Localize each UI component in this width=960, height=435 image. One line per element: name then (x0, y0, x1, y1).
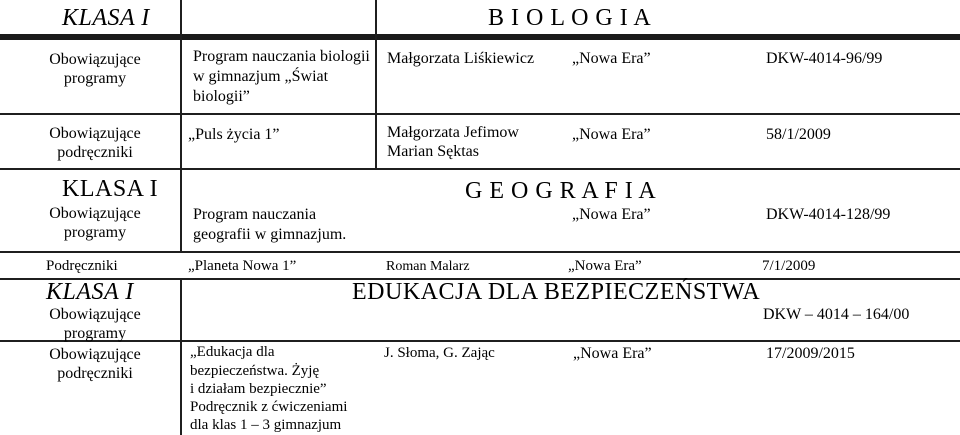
biology-program-author: Małgorzata Liśkiewicz (387, 50, 535, 67)
geography-program-number: DKW-4014-128/99 (766, 206, 891, 223)
safety-book-title-3: i działam bezpiecznie” (190, 381, 327, 397)
geography-book-author: Roman Malarz (386, 259, 470, 274)
biology-column-divider-2 (375, 0, 377, 169)
biology-book-author-2: Marian Sęktas (387, 143, 479, 160)
geography-book-publisher: „Nowa Era” (568, 258, 642, 274)
biology-program-title: Program nauczania biologii w gimnazjum „Świat biologii” (193, 48, 370, 105)
safety-programy-label: Obowiązujące programy (49, 306, 141, 343)
biology-book-publisher: „Nowa Era” (572, 126, 651, 143)
safety-book-author: J. Słoma, G. Zając (384, 345, 495, 361)
biology-header-divider (0, 34, 960, 40)
biology-program-number: DKW-4014-96/99 (766, 50, 883, 67)
safety-book-title-5: dla klas 1 – 3 gimnazjum (190, 417, 342, 433)
safety-subject-title: EDUKACJA DLA BEZPIECZEŃSTWA (352, 279, 761, 305)
biology-program-publisher: „Nowa Era” (572, 50, 651, 67)
safety-book-publisher: „Nowa Era” (573, 345, 652, 362)
biology-book-title: „Puls życia 1” (188, 126, 280, 143)
safety-podreczniki-label: Obowiązujące podręczniki (49, 346, 141, 383)
biology-row-divider-1 (0, 113, 960, 115)
biology-subject-title: B I O L O G I A (488, 5, 652, 31)
geography-book-number: 7/1/2009 (762, 258, 816, 274)
biology-book-author-1: Małgorzata Jefimow (387, 124, 519, 141)
safety-class-heading: KLASA I (46, 279, 134, 305)
geography-book-title: „Planeta Nowa 1” (188, 258, 297, 274)
biology-programy-label: Obowiązujące programy (49, 51, 141, 88)
safety-book-title-1: „Edukacja dla (190, 344, 275, 360)
biology-row-divider-2 (0, 168, 960, 170)
geography-program-publisher: „Nowa Era” (572, 206, 651, 223)
biology-book-number: 58/1/2009 (766, 126, 831, 143)
left-column-divider-2 (180, 279, 182, 435)
geography-row-divider (0, 251, 960, 253)
geography-subject-title: G E O G R A F I A (465, 178, 657, 204)
geography-program-title-1: Program nauczania (193, 206, 317, 223)
geography-podreczniki-label: Podręczniki (46, 258, 118, 274)
geography-programy-label: Obowiązujące programy (49, 205, 141, 242)
geography-program-title-2: geografii w gimnazjum. (193, 226, 347, 243)
safety-book-title-2: bezpieczeństwa. Żyję (190, 363, 320, 379)
left-column-divider-1 (180, 0, 182, 252)
safety-program-number: DKW – 4014 – 164/00 (763, 306, 910, 323)
biology-class-heading: KLASA I (62, 5, 150, 31)
biology-podreczniki-label: Obowiązujące podręczniki (49, 125, 141, 162)
safety-book-number: 17/2009/2015 (766, 345, 855, 362)
geography-class-heading: KLASA I (62, 176, 159, 202)
safety-book-title-4: Podręcznik z ćwiczeniami (190, 399, 348, 415)
